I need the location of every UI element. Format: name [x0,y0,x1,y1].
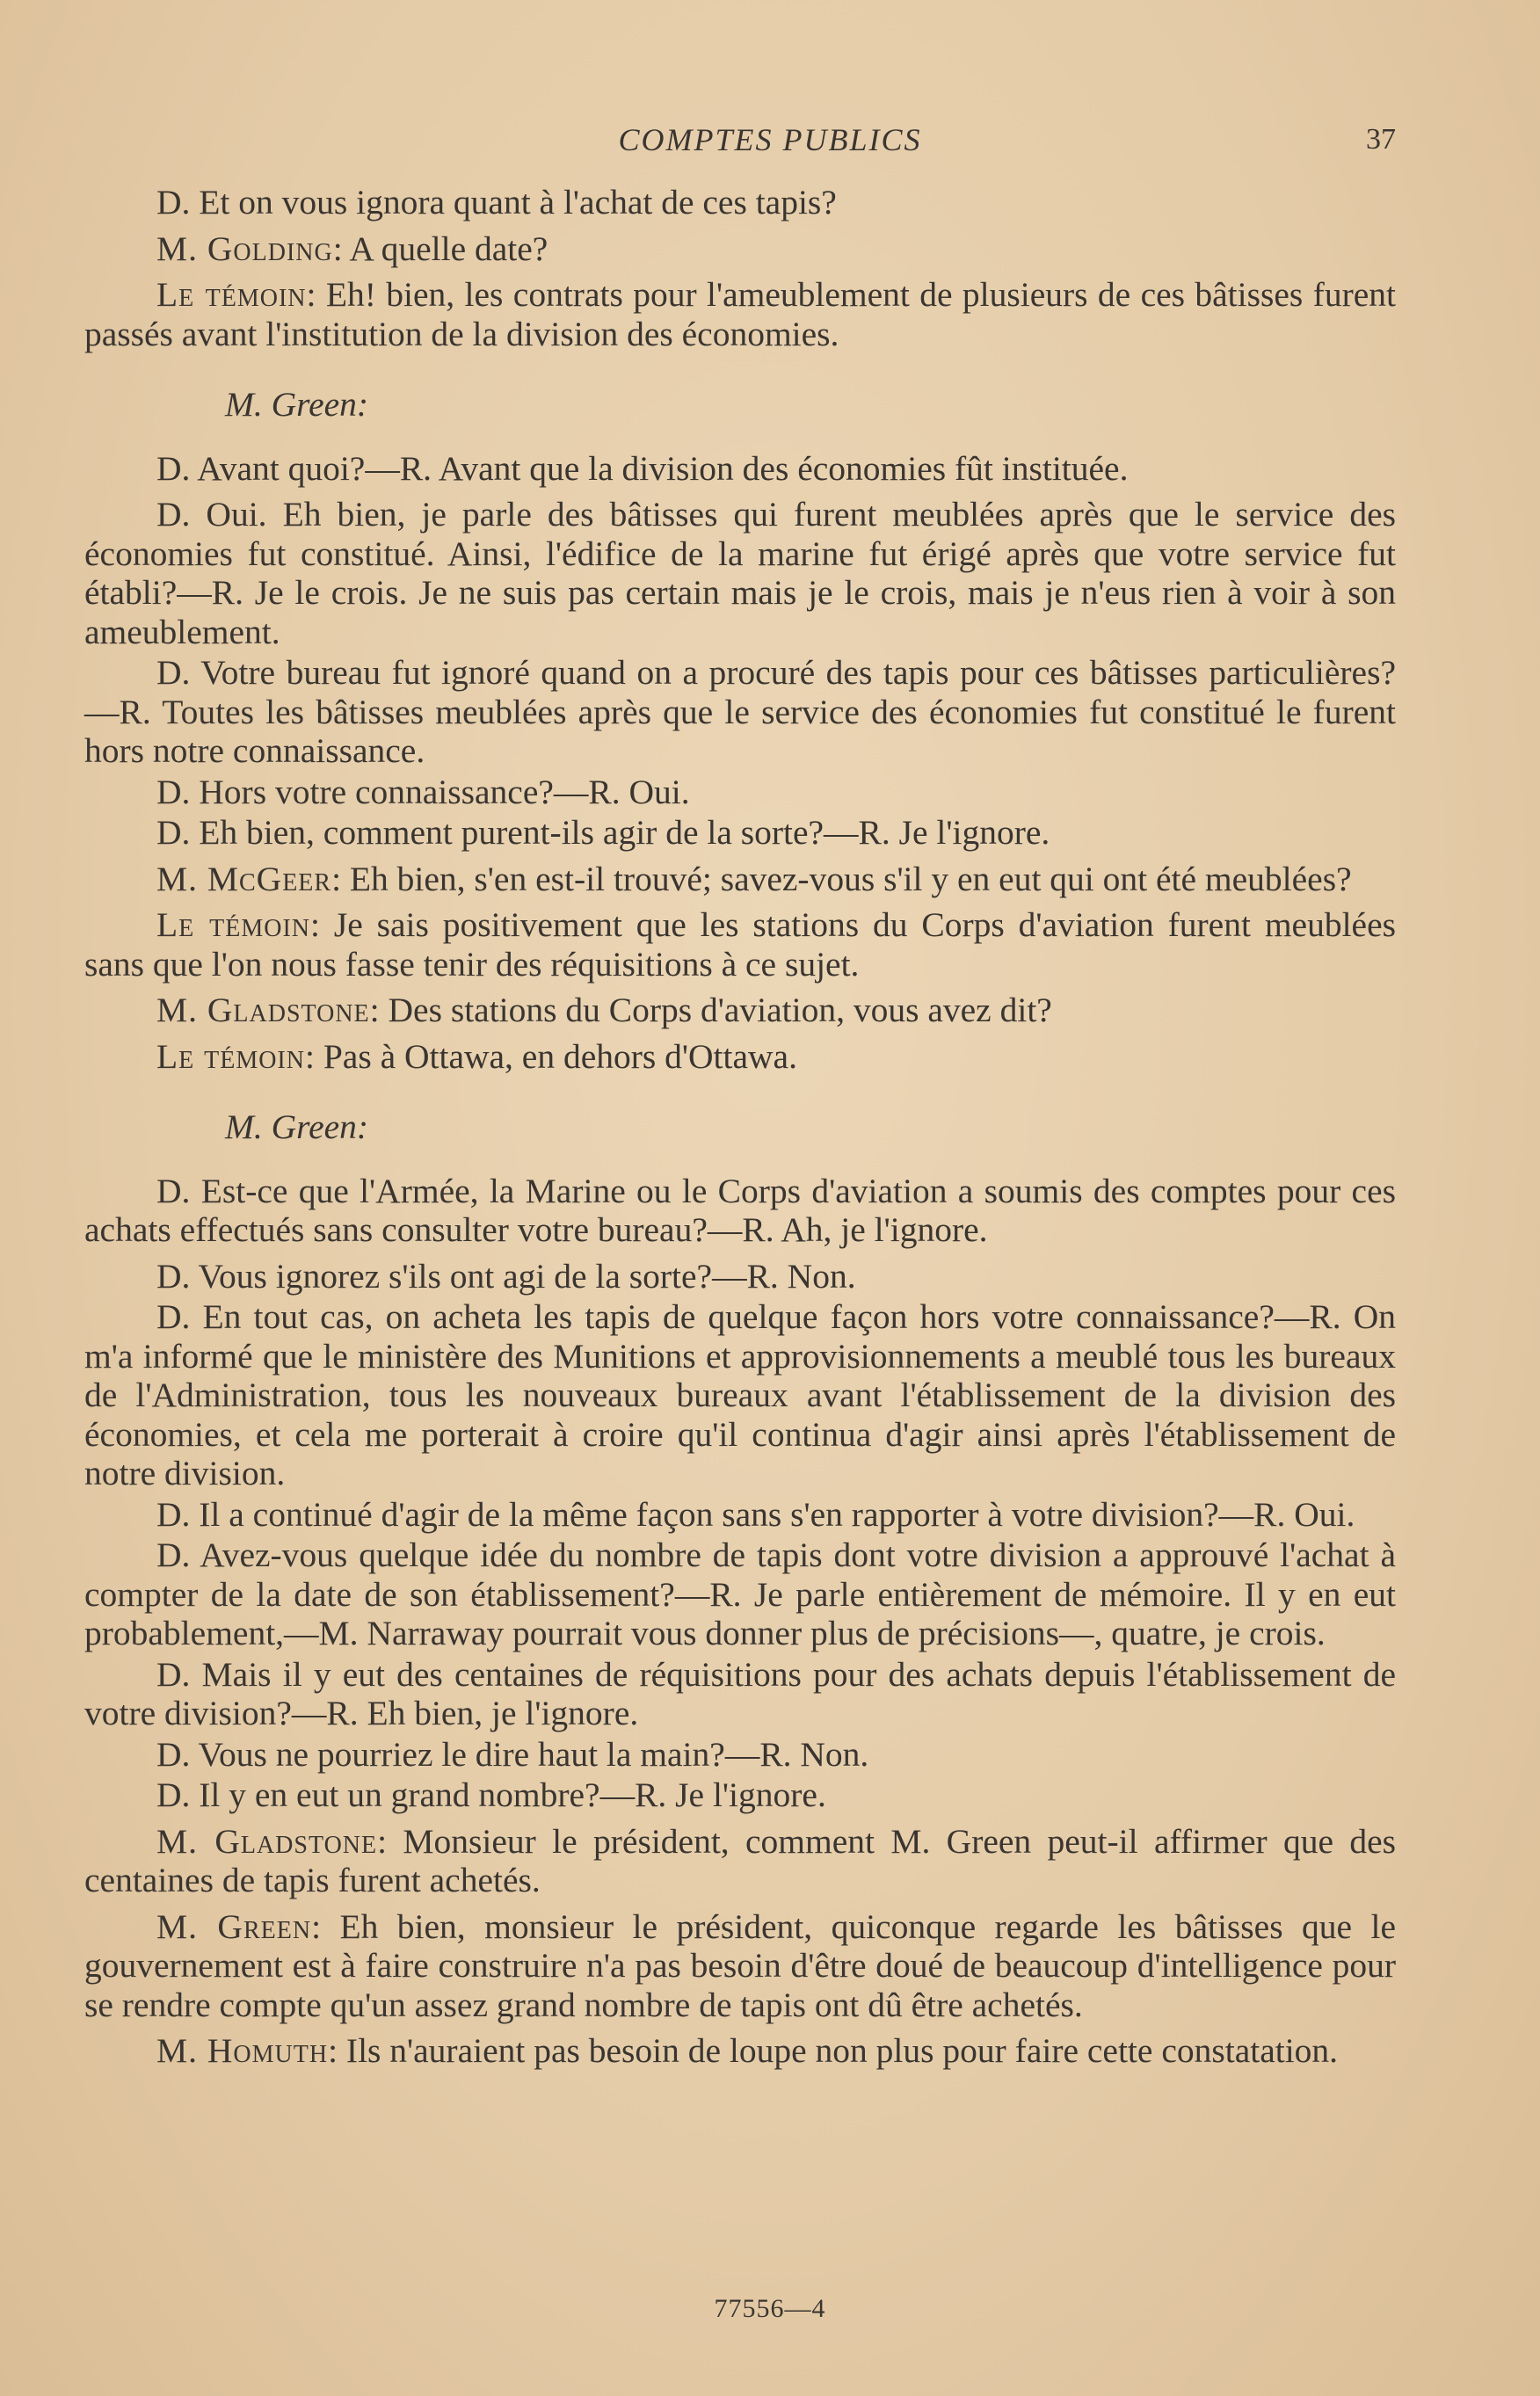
speech-paragraph [84,860,1396,899]
speech-paragraph [84,275,1396,353]
speech-text: : Eh bien, s'en est-il trouvé; savez-vous s'il y en eut qui ont été meublées? [331,859,1352,898]
page-number: 37 [1366,123,1396,156]
speaker-name: M. Green [156,1906,312,1946]
page-body [84,183,1396,2078]
speech-paragraph [84,905,1396,984]
question-answer-paragraph: D. Avant quoi?—R. Avant que la division des économies fût instituée. [156,448,1129,488]
speaker-name: Le témoin [156,275,307,314]
speech-text: : Je sais positivement que les stations du Corps d'aviation furent meublées sans que l'on nous fasse tenir des réquisitions à ce sujet. [84,905,1396,984]
speech-text: : Monsieur le président, comment M. Green peut-il affirmer que des centaines de tapis furent achetés. [84,1821,1396,1899]
speech-text: : Ils n'auraient pas besoin de loupe non plus pour faire cette constatation. [328,2031,1339,2070]
question-answer-paragraph: D. Est-ce que l'Armée, la Marine ou le Corps d'aviation a soumis des comptes pour ces achats effectués sans consulter votre bureau?—R. Ah, je l'ignore. [84,1171,1396,1249]
speaker-name: M. Gladstone [156,1821,378,1861]
question-answer-paragraph: D. Vous ne pourriez le dire haut la main?—R. Non. [156,1734,869,1774]
speech-paragraph [84,991,1396,1030]
printer-signature: 77556—4 [714,2294,826,2323]
question-answer-paragraph: D. Mais il y eut des centaines de réquisitions pour des achats depuis l'établissement de votre division?—R. Eh bien, je l'ignore. [84,1654,1396,1732]
speech-text: : Pas à Ottawa, en dehors d'Ottawa. [304,1036,797,1076]
speaker-heading: M. Green: [225,1107,369,1146]
speaker-name: Le témoin [156,905,310,944]
speech-text: : A quelle date? [332,229,548,268]
speaker-name: M. Homuth [156,2031,329,2070]
speaker-name: M. Golding [156,229,333,268]
speech-paragraph [84,2031,1396,2071]
question-answer-paragraph: D. Et on vous ignora quant à l'achat de ces tapis? [156,183,837,221]
question-answer-paragraph: D. Oui. Eh bien, je parle des bâtisses qui furent meublées après que le service des économies fut constitué. Ainsi, l'édifice de la marine fut érigé après que votre service fut établi?—R. Je le crois. Je ne suis pas certain mais je le crois, mais je n'eus rien à voir à son ameublement. [84,495,1396,651]
speech-text: : Des stations du Corps d'aviation, vous avez dit? [369,991,1052,1029]
question-answer-paragraph: D. Votre bureau fut ignoré quand on a procuré des tapis pour ces bâtisses particulières?—R. Toutes les bâtisses meublées après que le service des économies fut constitué le furent hors notre connaissance. [84,653,1396,770]
speech-paragraph [84,1822,1396,1900]
speech-text: : Eh! bien, les contrats pour l'ameublement de plusieurs de ces bâtisses furent passés avant l'institution de la division des économies. [84,275,1396,353]
speech-paragraph [84,1037,1396,1077]
question-answer-paragraph: D. Il y en eut un grand nombre?—R. Je l'ignore. [156,1775,826,1814]
question-answer-paragraph: D. Hors votre connaissance?—R. Oui. [156,772,690,811]
speaker-name: M. McGeer [156,859,332,898]
speaker-name: Le témoin [156,1036,305,1076]
speech-paragraph [84,1907,1396,2025]
speech-paragraph [84,229,1396,269]
question-answer-paragraph: D. Eh bien, comment purent-ils agir de la sorte?—R. Je l'ignore. [156,813,1050,852]
question-answer-paragraph: D. En tout cas, on acheta les tapis de quelque façon hors votre connaissance?—R. On m'a informé que le ministère des Munitions et approvisionnements a meublé tous les bureaux de l'Administration, tous les nouveaux bureaux avant l'établissement de la division des économies, et cela me porterait à croire qu'il continua d'agir ainsi après l'établissement de notre division. [84,1297,1396,1492]
speaker-name: M. Gladstone [156,991,370,1029]
question-answer-paragraph: D. Avez-vous quelque idée du nombre de tapis dont votre division a approuvé l'achat à compter de la date de son établissement?—R. Je parle entièrement de mémoire. Il y en eut probablement,—M. Narraway pourrait vous donner plus de précisions—, quatre, je crois. [84,1536,1396,1652]
question-answer-paragraph: D. Vous ignorez s'ils ont agi de la sorte?—R. Non. [156,1256,856,1296]
running-head: COMPTES PUBLICS [618,122,922,157]
speaker-heading: M. Green: [225,385,369,424]
question-answer-paragraph: D. Il a continué d'agir de la même façon sans s'en rapporter à votre division?—R. Oui. [156,1494,1355,1534]
speech-text: : Eh bien, monsieur le président, quiconque regarde les bâtisses que le gouvernement est à faire construire n'a pas besoin d'être doué de beaucoup d'intelligence pour se rendre compte qu'un assez grand nombre de tapis ont dû être achetés. [84,1906,1396,2024]
